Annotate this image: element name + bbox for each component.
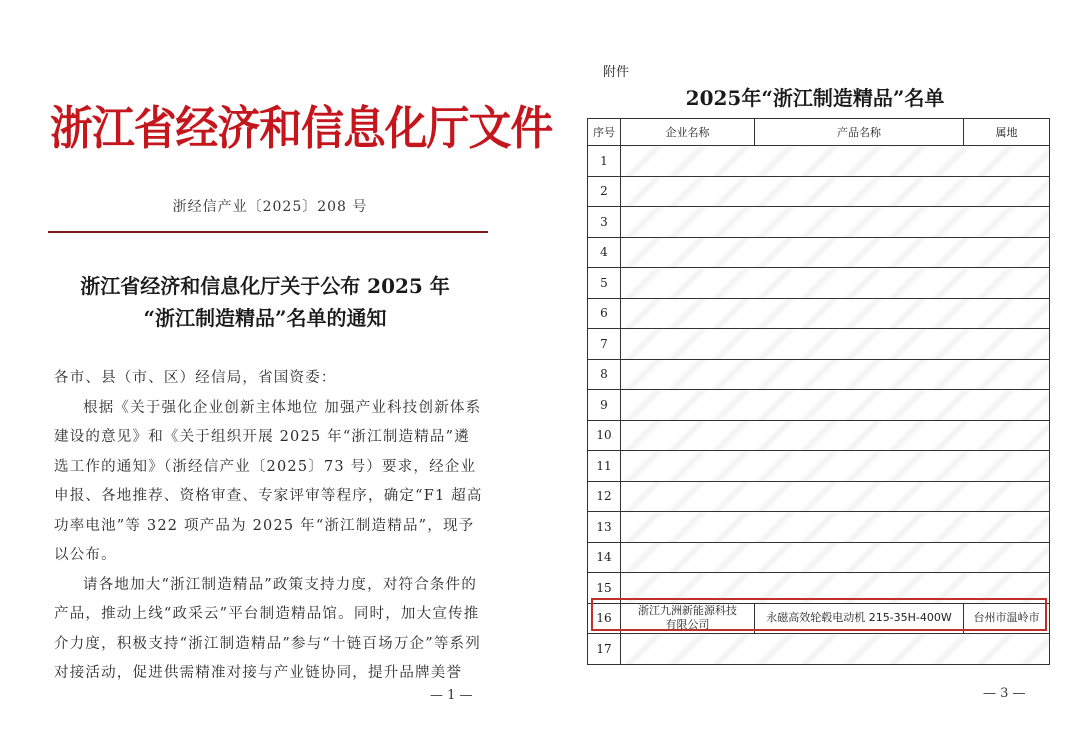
- table-row: [588, 420, 1050, 451]
- paragraph-1: 根据《关于强化企业创新主体地位 加强产业科技创新体系建设的意见》和《关于组织开展 2025 年“浙江制造精品”遴选工作的通知》（浙经信产业〔2025〕73 号）要求，经企业申报、各地推荐、资格审查、专家评审等程序，确定“F1 超高功率电池”等 322 项产品为 2025 年“浙江制造精品”，现予以公布。: [54, 399, 483, 563]
- document-header-text: 浙江省经济和信息化厅文件: [50, 101, 553, 155]
- column-header-product: 产品名称: [755, 119, 964, 146]
- table-row: [588, 298, 1050, 329]
- row-seq: 3: [588, 207, 621, 238]
- table-row: [588, 176, 1050, 207]
- row-seq: 15: [588, 573, 621, 604]
- masked-row-content: [621, 146, 1050, 177]
- masked-row-content: [621, 420, 1050, 451]
- document-body: [54, 364, 484, 689]
- row-seq: 11: [588, 451, 621, 482]
- masked-row-content: [621, 298, 1050, 329]
- company-name-cell: [621, 603, 755, 634]
- table-row: [588, 634, 1050, 665]
- table-header-row: [588, 119, 1050, 146]
- row-seq: 16: [588, 603, 621, 634]
- masked-row-content: [621, 268, 1050, 299]
- row-seq: 1: [588, 146, 621, 177]
- masked-row-content: [621, 634, 1050, 665]
- table-row: [588, 573, 1050, 604]
- row-seq: 14: [588, 542, 621, 573]
- row-seq: 8: [588, 359, 621, 390]
- table-row: [588, 390, 1050, 421]
- company-name-line-1: 浙江九洲新能源科技: [638, 604, 737, 618]
- masked-row-content: [621, 207, 1050, 238]
- table-row: [588, 268, 1050, 299]
- row-seq: 4: [588, 237, 621, 268]
- document-title: [50, 270, 480, 334]
- table-row: [588, 237, 1050, 268]
- table-row: [588, 146, 1050, 177]
- row-seq: 9: [588, 390, 621, 421]
- row-seq: 7: [588, 329, 621, 360]
- right-page: [540, 0, 1080, 735]
- masked-row-content: [621, 512, 1050, 543]
- masked-row-content: [621, 542, 1050, 573]
- row-seq: 2: [588, 176, 621, 207]
- document-header: [50, 98, 553, 158]
- row-seq: 12: [588, 481, 621, 512]
- title-line-2: “浙江制造精品”名单的通知: [143, 306, 387, 330]
- product-list-table: [587, 118, 1050, 665]
- table-row: [588, 359, 1050, 390]
- page-number: — 3 —: [983, 686, 1026, 701]
- masked-row-content: [621, 176, 1050, 207]
- column-header-company: 企业名称: [621, 119, 755, 146]
- masked-row-content: [621, 481, 1050, 512]
- document-number: 浙经信产业〔2025〕208 号: [172, 199, 368, 215]
- location-cell: 台州市温岭市: [964, 603, 1050, 634]
- company-name-line-2: 有限公司: [665, 618, 710, 632]
- table-row: [588, 329, 1050, 360]
- salutation: 各市、县（市、区）经信局，省国资委：: [54, 370, 337, 386]
- column-header-seq: 序号: [588, 119, 621, 146]
- row-seq: 13: [588, 512, 621, 543]
- title-line-1: 浙江省经济和信息化厅关于公布 2025 年: [80, 274, 450, 298]
- table-row: [588, 207, 1050, 238]
- row-seq: 6: [588, 298, 621, 329]
- table-row: [588, 542, 1050, 573]
- masked-row-content: [621, 329, 1050, 360]
- row-seq: 10: [588, 420, 621, 451]
- header-divider: [48, 231, 488, 233]
- row-seq: 17: [588, 634, 621, 665]
- row-seq: 5: [588, 268, 621, 299]
- column-header-location: 属地: [964, 119, 1050, 146]
- table-row: [588, 512, 1050, 543]
- masked-row-content: [621, 359, 1050, 390]
- table-row: [588, 481, 1050, 512]
- table-row: [588, 451, 1050, 482]
- masked-row-content: [621, 573, 1050, 604]
- paragraph-2: 请各地加大“浙江制造精品”政策支持力度，对符合条件的产品，推动上线“政采云”平台制造精品馆。同时，加大宣传推介力度，积极支持“浙江制造精品”参与“十链百场万企”等系列对接活动，促进供需精准对接与产业链协同，提升品牌美誉: [54, 576, 481, 681]
- masked-row-content: [621, 237, 1050, 268]
- masked-row-content: [621, 451, 1050, 482]
- list-title: 2025年“浙江制造精品”名单: [685, 86, 945, 110]
- highlighted-table-row: [588, 603, 1050, 634]
- product-name-cell: 永磁高效轮毂电动机 215-35H-400W: [755, 603, 964, 634]
- page-number: — 1 —: [430, 688, 473, 703]
- masked-row-content: [621, 390, 1050, 421]
- attachment-label: 附件: [603, 65, 630, 80]
